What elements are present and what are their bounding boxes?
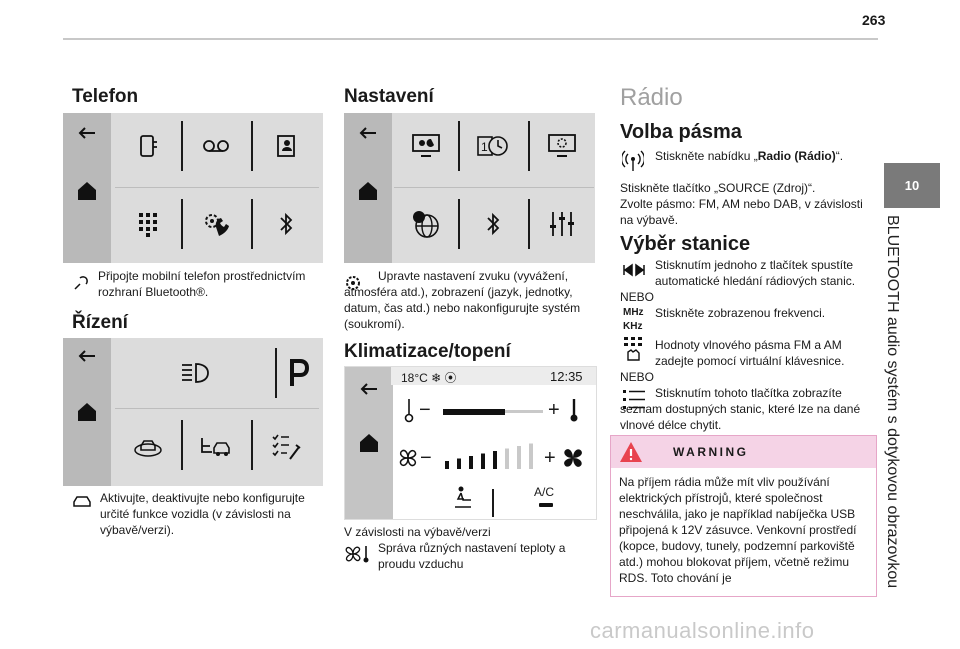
voicemail-icon[interactable] (183, 117, 249, 175)
nebo-2: NEBO (620, 370, 655, 384)
rizeni-desc (100, 490, 322, 538)
fan-high-icon (560, 445, 586, 471)
nebo-1: NEBO (620, 290, 655, 304)
telefon-desc: Připojte mobilní telefon prostřednictvím rozhraní Bluetooth®. (98, 269, 306, 299)
section-title-nastaveni: Nastavení (344, 86, 434, 107)
volba-desc-pre: Stiskněte nabídku „ (655, 149, 758, 163)
chapter-number: 10 (904, 178, 920, 193)
watermark: carmanualsonline.info (590, 618, 815, 643)
warning-header (611, 436, 876, 468)
section-title-klima: Klimatizace/topení (344, 341, 511, 362)
fan-level-bar (445, 461, 449, 469)
klima-desc-row (344, 540, 584, 572)
section-title-radio: Rádio (620, 84, 683, 111)
temp-minus-button[interactable]: − (419, 399, 431, 421)
keypad-icon[interactable] (115, 191, 181, 257)
back-icon[interactable] (356, 121, 380, 145)
globe-settings-icon[interactable] (394, 191, 458, 257)
car-view-icon[interactable] (115, 412, 181, 482)
volba-desc (655, 148, 870, 164)
panel-sidebar (63, 338, 111, 486)
home-icon[interactable] (75, 179, 99, 203)
vyber-item1: Stisknutím jednoho z tlačítek spustíte automatické hledání rádiových stanic. (655, 258, 856, 288)
nastaveni-desc: Upravte nastavení zvuku (vyvážení, atmosféra atd.), zobrazení (jazyk, jednotky, datum, čas atd.) nebo nakonfigurujte systém (soukromí). (344, 269, 581, 331)
fan-level-bar (457, 459, 461, 470)
fan-level-bar (469, 456, 473, 469)
temp-plus-button[interactable]: + (548, 399, 560, 421)
fan-level-bar (481, 454, 485, 470)
screen-settings-icon[interactable] (530, 117, 594, 175)
link-icon (72, 274, 90, 292)
back-icon[interactable] (75, 121, 99, 145)
fan-minus-button[interactable]: − (420, 447, 432, 469)
mhz-label: MHz (623, 307, 644, 318)
rizeni-desc-text: Aktivujte, deaktivujte nebo konfigurujte určité funkce vozidla (v závislosti na výbavě/verzi). (100, 491, 305, 537)
equalizer-icon[interactable] (530, 191, 594, 257)
virtual-keypad-icon (622, 336, 644, 362)
phonebook-icon[interactable] (253, 117, 319, 175)
back-icon[interactable] (357, 377, 381, 401)
thermometer-high-icon (568, 397, 580, 423)
panel-sidebar (63, 113, 111, 263)
clock-icon[interactable] (460, 117, 526, 175)
temp-slider-track[interactable] (443, 410, 543, 413)
warning-triangle-icon (619, 441, 643, 463)
warning-title: WARNING (673, 445, 749, 459)
volba-desc-post: “. (835, 149, 844, 163)
checklist-icon[interactable] (253, 412, 319, 482)
fan-low-icon (397, 447, 419, 469)
fan-temp-icon (344, 544, 370, 564)
temp-slider-fill (443, 409, 505, 415)
warning-box (610, 435, 877, 597)
klima-note: V závislosti na výbavě/verzi (344, 525, 491, 539)
frequency-icon (623, 307, 644, 333)
section-title-telefon: Telefon (72, 86, 139, 107)
telefon-screen (63, 113, 323, 263)
contacts-icon[interactable] (115, 117, 181, 175)
ac-indicator[interactable] (539, 503, 553, 507)
status-left: 18°C ❄ ⦿ (401, 371, 457, 385)
svg-text:1: 1 (481, 140, 488, 154)
vyber-item4: Stisknutím tohoto tlačítka zobrazíte seznam dostupných stanic, které lze na dané vlnové délce chytit. (620, 386, 861, 432)
klima-screen (344, 366, 597, 520)
fan-level-bars[interactable] (441, 443, 541, 471)
air-distribution-icon[interactable] (453, 485, 475, 509)
klima-desc: Správa různých nastavení teploty a proudu vzduchu (378, 541, 566, 571)
chapter-tab (884, 163, 940, 208)
back-icon[interactable] (75, 344, 99, 368)
home-icon[interactable] (356, 179, 380, 203)
rizeni-desc-row (72, 490, 322, 538)
fan-level-bar (529, 444, 533, 470)
clock-time: 12:35 (550, 369, 583, 384)
parking-icon[interactable] (277, 342, 321, 404)
nastaveni-screen (344, 113, 595, 263)
fan-level-bar (505, 449, 509, 470)
khz-label: KHz (623, 321, 643, 332)
fan-level-bar (517, 446, 521, 469)
subtitle-vyber-stanice: Výběr stanice (620, 233, 751, 255)
subtitle-volba-pasma: Volba pásma (620, 121, 742, 143)
seek-icon (622, 263, 646, 277)
bluetooth-icon[interactable] (460, 191, 526, 257)
chapter-title: BLUETOOTH audio systém s dotykovou obrazovkou (884, 215, 901, 589)
seat-icon[interactable] (183, 412, 249, 482)
vyber-item3: Hodnoty vlnového pásma FM a AM zadejte pomocí virtuální klávesnice. (655, 338, 845, 368)
page-number: 263 (862, 12, 886, 28)
thermometer-low-icon (403, 397, 415, 423)
radio-antenna-icon (622, 150, 644, 172)
car-icon (72, 494, 92, 510)
band-line: Zvolte pásmo: FM, AM nebo DAB, v závislosti na výbavě. (620, 197, 863, 227)
fan-level-bar (493, 451, 497, 469)
source-line: Stiskněte tlačítko „SOURCE (Zdroj)“. (620, 181, 816, 195)
volba-desc-bold: Radio (Rádio) (757, 149, 836, 163)
headlights-icon[interactable] (115, 342, 275, 404)
ac-label: A/C (534, 485, 555, 499)
panel-sidebar (344, 113, 392, 263)
bluetooth-icon[interactable] (253, 191, 319, 257)
chapter-title-vertical (877, 215, 907, 605)
header-rule (63, 38, 878, 40)
warning-body: Na příjem rádia může mít vliv používání elektrických přístrojů, které společnost neschválila, jako je například nabíječka USB připojená k 12V zásuvce. Venkovní prostředí (kopce, budovy, tunely, podzemní parkoviště atd.) mohou blokovat příjem, včetně režimu RDS. Toto chování je (619, 475, 857, 585)
rizeni-screen (63, 338, 323, 486)
vyber-item2: Stiskněte zobrazenou frekvenci. (655, 306, 826, 320)
telefon-desc-row (72, 268, 322, 300)
panel-sidebar (345, 367, 393, 519)
section-title-rizeni: Řízení (72, 312, 128, 333)
display-brightness-icon[interactable] (394, 117, 458, 175)
fan-plus-button[interactable]: + (544, 447, 556, 469)
phone-settings-icon[interactable] (183, 191, 249, 257)
home-icon[interactable] (357, 431, 381, 455)
home-icon[interactable] (75, 400, 99, 424)
